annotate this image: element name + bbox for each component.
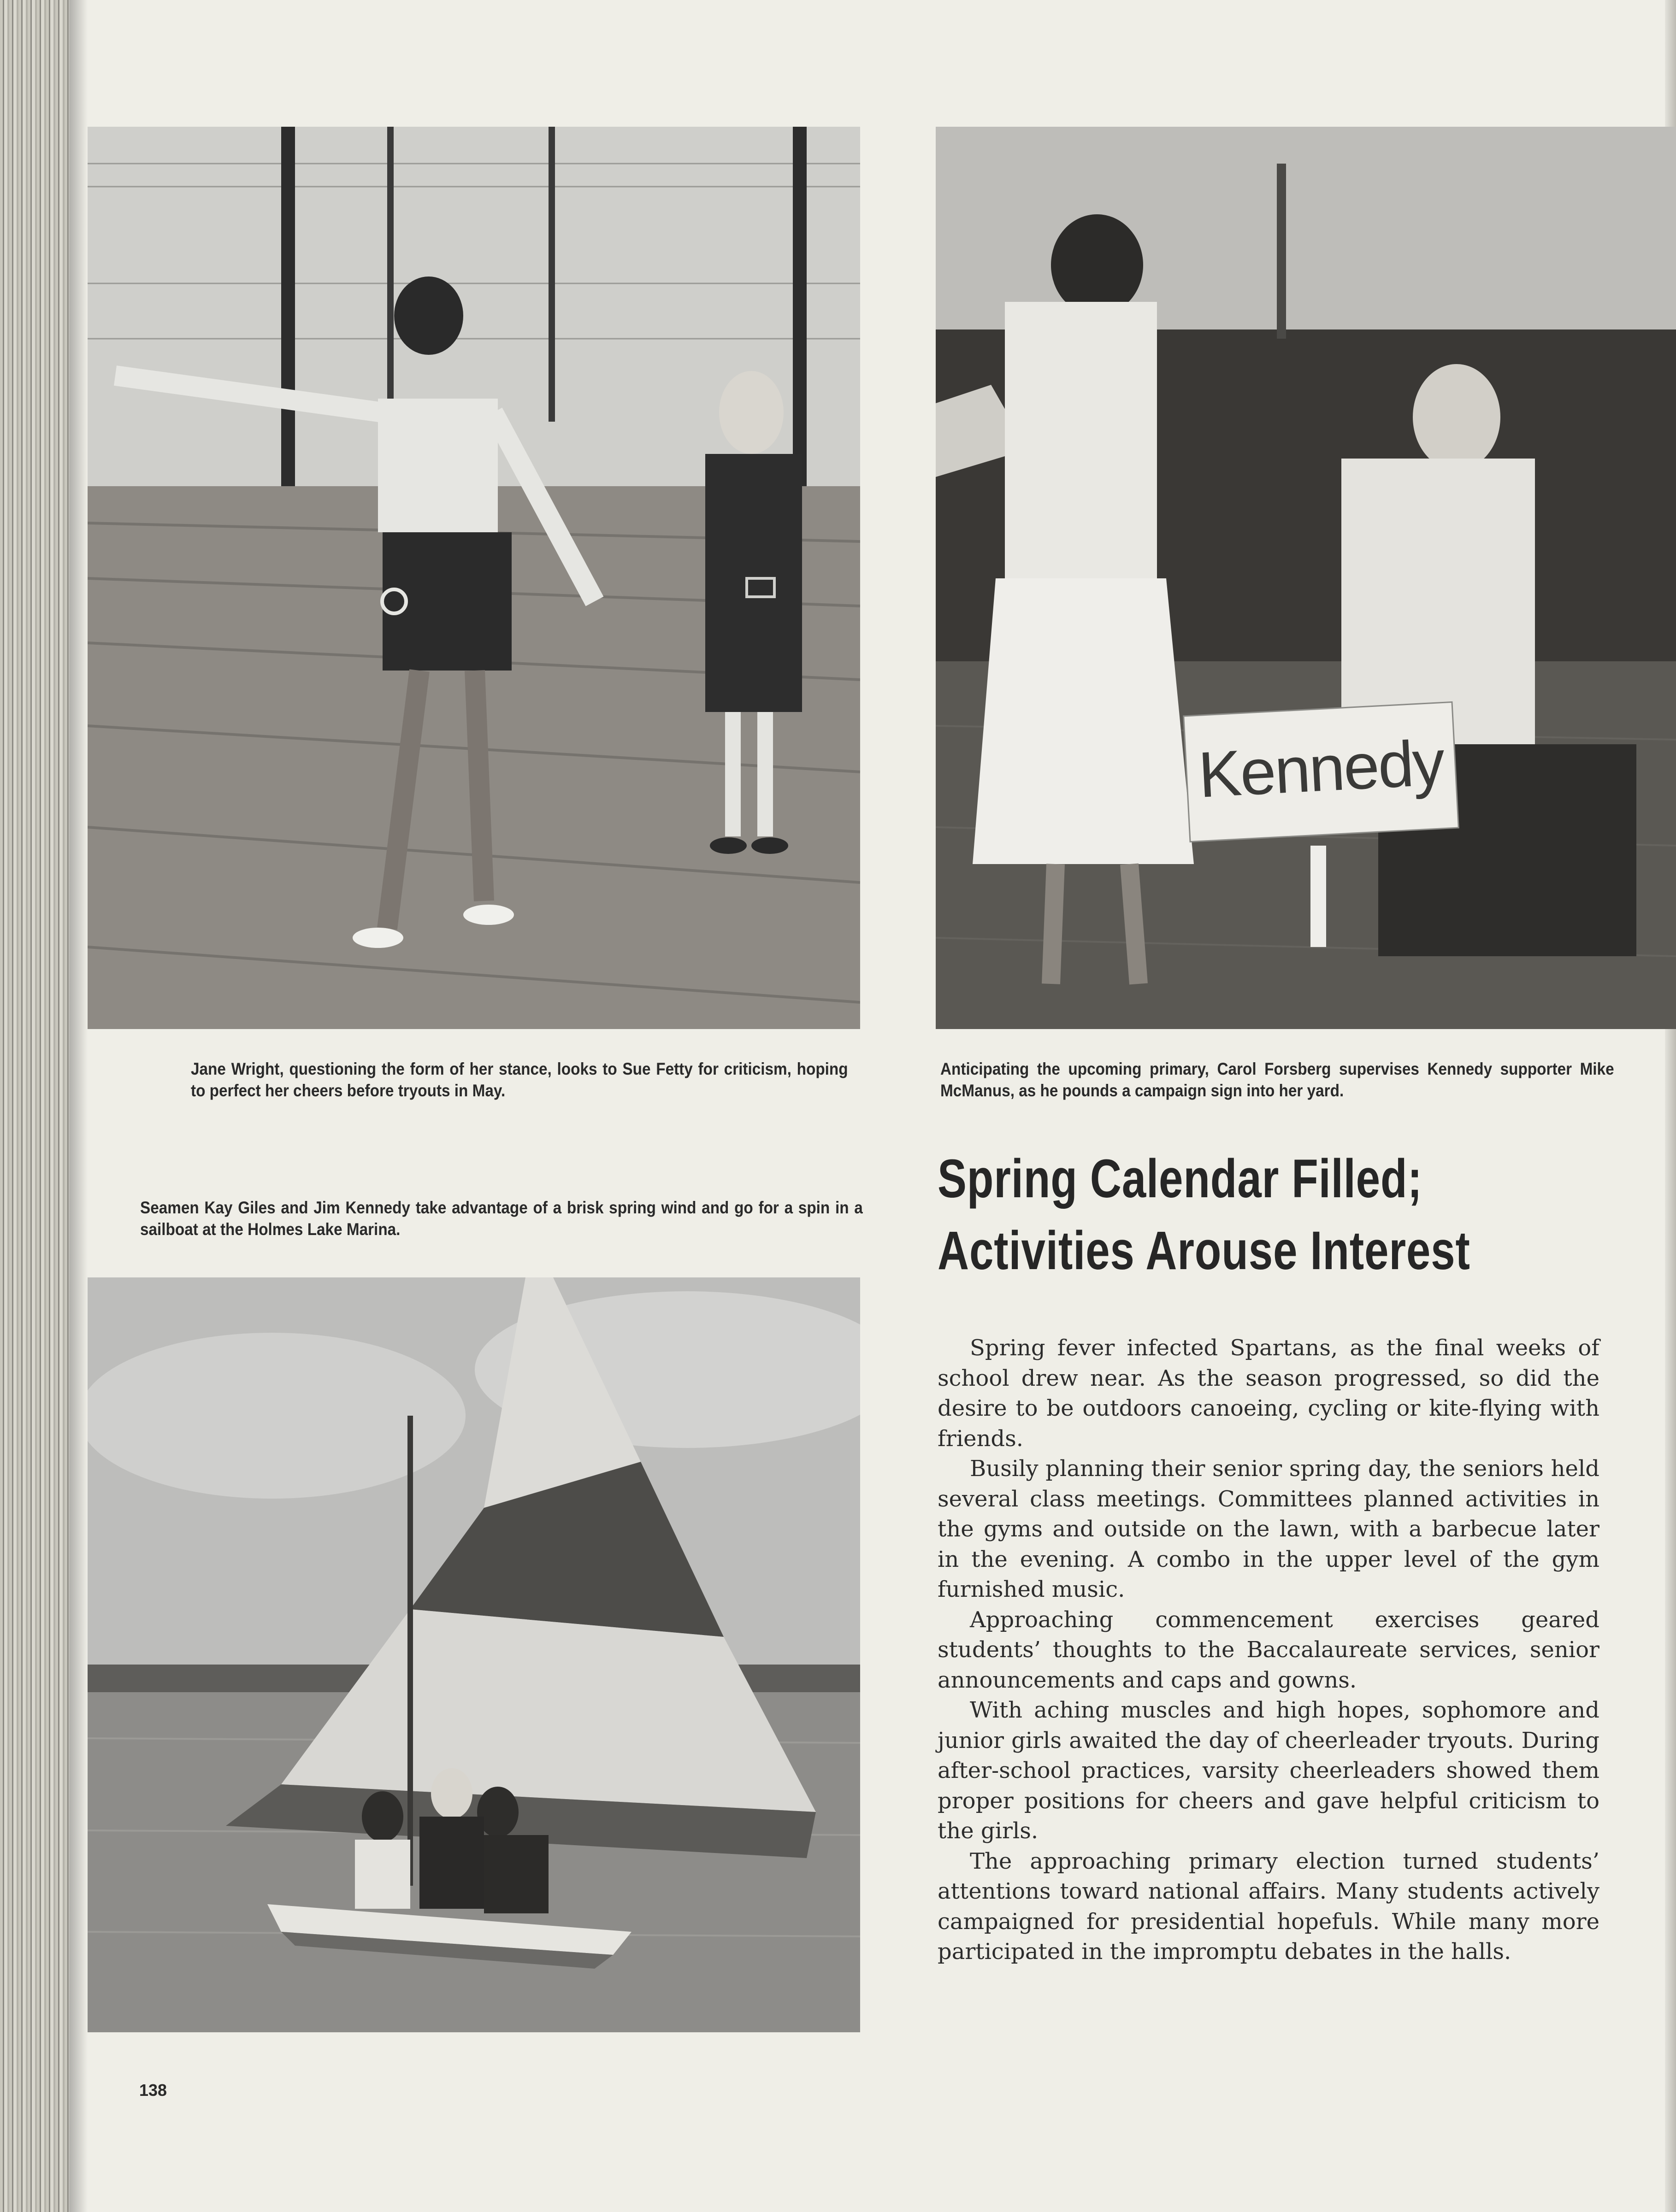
headline-line-2: Activities Arouse Interest <box>938 1220 1470 1281</box>
gym-scene <box>88 127 860 1029</box>
campaign-scene <box>936 127 1676 1029</box>
body-paragraph: Approaching commencement exercises geared students’ thoughts to the Baccalaureate services, senior announcements and caps and gowns. <box>938 1606 1599 1693</box>
body-paragraph: Busily planning their senior spring day, the seniors held several class meetings. Committees planned activities in the gyms and outside on the lawn, with a barbecue later in the evening. A combo in the upper level of the gym furnished music. <box>938 1456 1599 1602</box>
body-paragraph: The approaching primary election turned students’ attentions toward national affairs. Many students actively campaigned for presidential hopefuls. While many more participated in the impromptu debates in the halls. <box>938 1848 1599 1965</box>
sign-text: Kennedy <box>1197 726 1446 811</box>
photo-sailboat <box>88 1277 860 2032</box>
body-paragraph: Spring fever infected Spartans, as the final weeks of school drew near. As the season progressed, so did the desire to be outdoors canoeing, cycling or kite-flying with friends. <box>938 1335 1599 1452</box>
binding-shadow <box>69 0 88 2212</box>
sailboat-scene <box>88 1277 860 2032</box>
headline-line-1: Spring Calendar Filled; <box>938 1148 1422 1209</box>
article-body <box>938 1333 1599 1967</box>
body-paragraph: With aching muscles and high hopes, sophomore and junior girls awaited the day of cheerleader tryouts. During after-school practices, varsity cheerleaders showed them proper positions for cheers and gave helpful criticism to the girls. <box>938 1697 1599 1844</box>
page-number: 138 <box>139 2081 167 2100</box>
caption-cheerleaders: Jane Wright, questioning the form of her stance, looks to Sue Fetty for criticism, hoping to perfect her cheers before tryouts in May. <box>191 1059 848 1100</box>
kennedy-campaign-sign <box>1184 703 1458 841</box>
headline <box>938 1143 1476 1287</box>
caption-campaign: Anticipating the upcoming primary, Carol Forsberg supervises Kennedy supporter Mike McManus, as he pounds a campaign sign into her yard. <box>940 1059 1614 1100</box>
photo-gym-cheerleaders <box>88 127 860 1029</box>
photo-kennedy-sign <box>936 127 1676 1029</box>
caption-sailboat: Seamen Kay Giles and Jim Kennedy take advantage of a brisk spring wind and go for a spin in a sailboat at the Holmes Lake Marina. <box>140 1198 863 1239</box>
book-binding <box>0 0 69 2212</box>
